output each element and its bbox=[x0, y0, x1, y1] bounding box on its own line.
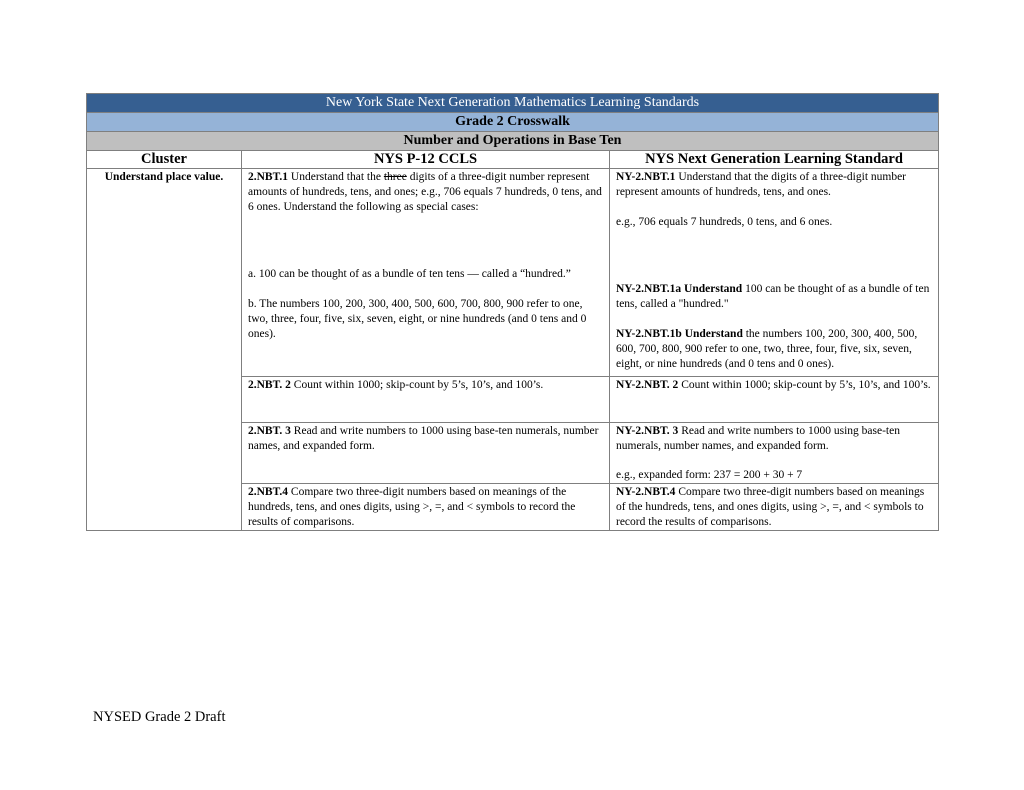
crosswalk-table bbox=[86, 93, 939, 531]
next-gen-part-a bbox=[616, 282, 932, 312]
struck-text: three bbox=[383, 171, 407, 183]
column-header-next-gen: NYS Next Generation Learning Standard bbox=[610, 151, 939, 169]
standard-text: Count within 1000; skip-count by 5’s, 10’s, and 100’s. bbox=[678, 379, 931, 391]
ccls-cell bbox=[242, 423, 610, 484]
cluster-cell: Understand place value. bbox=[87, 169, 242, 531]
subtitle-row bbox=[87, 113, 939, 132]
title-row bbox=[87, 94, 939, 113]
standard-code: 2.NBT. 2 bbox=[248, 379, 291, 391]
standard-text: digits of a three-digit number represent amounts of hundreds, tens, and ones; e.g., 706 equals 7 hundreds, 0 tens, and 6 ones. Understand the following as special cases: bbox=[248, 171, 602, 213]
standard-code: 2.NBT.4 bbox=[248, 486, 289, 498]
next-gen-cell bbox=[610, 169, 939, 377]
next-gen-example: e.g., expanded form: 237 = 200 + 30 + 7 bbox=[616, 469, 803, 481]
standard-text: 100 can be thought of as a bundle of ten tens, called a "hundred." bbox=[616, 283, 930, 310]
standard-text: Compare two three-digit numbers based on meanings of the hundreds, tens, and ones digits, using >, =, and < symbols to record the results of comparisons. bbox=[616, 486, 925, 528]
standard-code: 2.NBT. 3 bbox=[248, 425, 291, 437]
standard-text: Understand that the bbox=[288, 171, 384, 183]
standard-code: NY-2.NBT.1 bbox=[616, 171, 676, 183]
column-header-ccls: NYS P-12 CCLS bbox=[242, 151, 610, 169]
standard-code: NY-2.NBT.4 bbox=[616, 486, 676, 498]
column-header-cluster: Cluster bbox=[87, 151, 242, 169]
next-gen-cell bbox=[610, 377, 939, 423]
next-gen-cell bbox=[610, 423, 939, 484]
standard-code: NY-2.NBT.1b Understand bbox=[616, 328, 743, 340]
standard-text: Read and write numbers to 1000 using base-ten numerals, number names, and expanded form. bbox=[616, 425, 900, 452]
standard-text: Count within 1000; skip-count by 5’s, 10’s, and 100’s. bbox=[290, 379, 544, 391]
next-gen-part-b bbox=[616, 327, 932, 372]
table-row bbox=[87, 169, 939, 377]
ccls-cell bbox=[242, 377, 610, 423]
document-subtitle: Grade 2 Crosswalk bbox=[87, 113, 939, 132]
standard-text: Compare two three-digit numbers based on meanings of the hundreds, tens, and ones digits, using >, =, and < symbols to record the results of comparisons. bbox=[248, 486, 576, 528]
page-footer: NYSED Grade 2 Draft bbox=[93, 709, 226, 725]
next-gen-paragraph bbox=[616, 170, 932, 200]
document-title: New York State Next Generation Mathematics Learning Standards bbox=[87, 94, 939, 113]
ccls-paragraph bbox=[248, 170, 603, 215]
standard-text: Read and write numbers to 1000 using base-ten numerals, number names, and expanded form. bbox=[248, 425, 599, 452]
domain-row bbox=[87, 132, 939, 151]
ccls-cell bbox=[242, 169, 610, 377]
next-gen-example: e.g., 706 equals 7 hundreds, 0 tens, and 6 ones. bbox=[616, 216, 833, 228]
domain-heading: Number and Operations in Base Ten bbox=[87, 132, 939, 151]
standard-code: 2.NBT.1 bbox=[248, 171, 289, 183]
standard-code: NY-2.NBT. 3 bbox=[616, 425, 679, 437]
standard-text: Understand that the digits of a three-digit number represent amounts of hundreds, tens, and ones. bbox=[616, 171, 907, 198]
ccls-part-b: b. The numbers 100, 200, 300, 400, 500, 600, 700, 800, 900 refer to one, two, three, four, five, six, seven, eight, or nine hundreds (and 0 tens and 0 ones). bbox=[248, 298, 587, 340]
ccls-part-a: a. 100 can be thought of as a bundle of ten tens — called a “hundred.” bbox=[248, 268, 571, 280]
standard-code: NY-2.NBT. 2 bbox=[616, 379, 679, 391]
column-header-row bbox=[87, 151, 939, 169]
standard-text: the numbers 100, 200, 300, 400, 500, 600, 700, 800, 900 refer to one, two, three, four, five, six, seven, eight, or nine hundreds (and 0 tens and 0 ones). bbox=[616, 328, 918, 370]
ccls-cell bbox=[242, 484, 610, 531]
next-gen-cell bbox=[610, 484, 939, 531]
standard-code: NY-2.NBT.1a Understand bbox=[616, 283, 743, 295]
